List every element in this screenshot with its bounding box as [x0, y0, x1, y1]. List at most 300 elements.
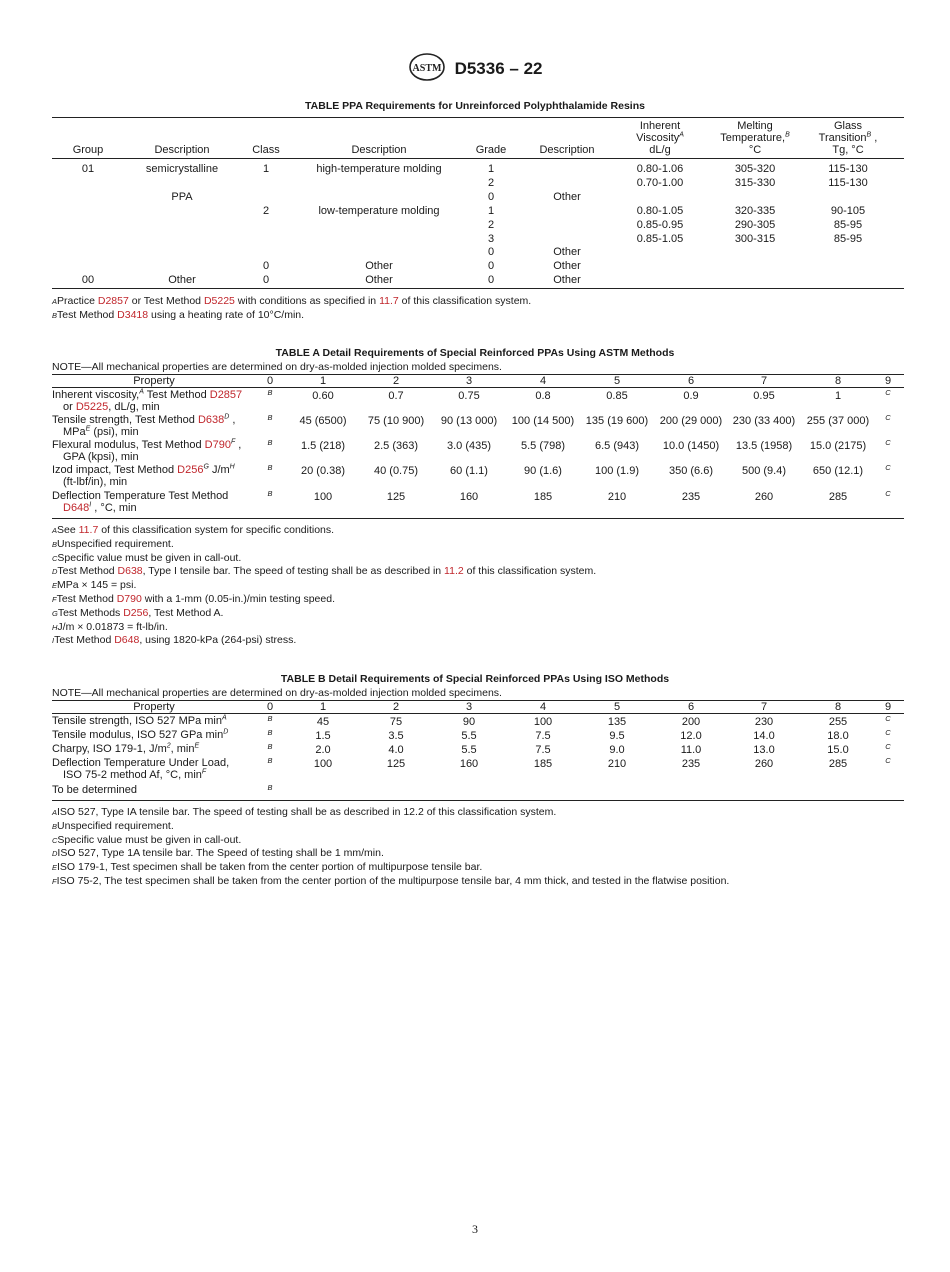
- table-a-cell-8: 1: [834, 390, 842, 402]
- footnote-mark: I: [52, 636, 55, 646]
- ppa-cell-cdesc: Other: [365, 274, 393, 287]
- text-fragment: MPa × 145 = psi.: [57, 579, 137, 592]
- ppa-cell-cls: 0: [262, 260, 270, 273]
- table-a-cell-1: 45 (6500): [299, 415, 347, 427]
- text-fragment: or: [63, 401, 76, 413]
- table-b-header-col-9: 9: [884, 701, 892, 713]
- table-a-note: NOTE—All mechanical properties are determined on dry-as-molded injection molded specimens.: [52, 361, 502, 373]
- text-fragment: ,: [235, 439, 242, 451]
- table-b-cell-1: 2.0: [315, 744, 331, 756]
- ppa-cell-grade: 2: [487, 218, 495, 231]
- footnote-ref: H: [229, 463, 235, 471]
- text-fragment: Tensile strength, ISO 527 MPa min: [52, 715, 222, 727]
- table-b-bottom-rule: [52, 800, 904, 801]
- table-b-cell-5: 9.5: [609, 730, 625, 742]
- table-a-cell-6: 350 (6.6): [668, 465, 714, 477]
- table-a-cell-3: 160: [459, 491, 479, 503]
- text-fragment: Tensile strength, Test Method: [52, 414, 198, 426]
- table-b-header-rule: [52, 713, 904, 714]
- ppa-cell-mt: 305-320: [734, 163, 776, 175]
- footnote-mark: B: [52, 821, 58, 831]
- table-a-cell-1: 20 (0.38): [300, 465, 346, 477]
- footnote-mark: C: [52, 835, 58, 845]
- text-fragment: ISO 527, Type 1A tensile bar. The Speed of testing shall be 1 mm/min.: [57, 847, 384, 860]
- footnote-mark: F: [52, 595, 57, 604]
- table-b-cell-3: 5.5: [461, 730, 477, 742]
- table-a-cell-9: C: [885, 463, 891, 472]
- footnote-mark: A: [52, 526, 58, 535]
- ppa-cell-cls: 0: [262, 274, 270, 287]
- table-b-cell-0: B: [267, 714, 273, 723]
- table-b-cell-7: 260: [754, 758, 774, 770]
- footnote-mark: A: [52, 808, 58, 817]
- table-b-header-property: Property: [133, 701, 175, 713]
- astm-logo-icon: [408, 52, 446, 85]
- table-a-cell-6: 200 (29 000): [659, 415, 723, 427]
- ppa-header-class: Class: [252, 144, 280, 156]
- table-b-cell-2: 3.5: [388, 730, 404, 742]
- ppa-header-iv-3: dL/g: [649, 144, 671, 156]
- link-d790[interactable]: D790: [204, 439, 231, 451]
- text-fragment: J/m × 0.01873 = ft-lb/in.: [57, 620, 168, 633]
- ppa-header-grade: Grade: [475, 144, 507, 156]
- table-b-header-col-6: 6: [687, 701, 695, 713]
- table-a-header-col-1: 1: [319, 375, 327, 387]
- table-b-cell-6: 11.0: [680, 744, 702, 756]
- text-fragment: Test Method: [54, 634, 115, 647]
- table-b-cell-5: 210: [607, 758, 627, 770]
- text-fragment: , dL/g, min: [108, 401, 160, 413]
- table-a-footnote-i: [52, 634, 296, 647]
- table-a-cell-3: 90 (13 000): [440, 415, 498, 427]
- link-d638[interactable]: D638: [117, 565, 143, 578]
- link-d790[interactable]: D790: [116, 593, 142, 605]
- table-a-header-property: Property: [133, 375, 175, 387]
- table-b-cell-1: 1.5: [315, 730, 331, 742]
- text-fragment: , °C, min: [91, 502, 137, 514]
- text-fragment: Flexural modulus, Test Method: [52, 439, 205, 451]
- table-a-cell-9: C: [885, 438, 891, 447]
- ppa-cell-desc: PPA: [171, 190, 193, 203]
- footnote-ref: I: [89, 501, 92, 509]
- table-a-cell-5: 210: [607, 491, 627, 503]
- ppa-header-mt-1: Melting: [737, 120, 773, 132]
- table-a-property-line1: [52, 414, 235, 426]
- footnote-mark: G: [52, 608, 58, 618]
- ppa-cell-gdesc: Other: [553, 190, 581, 203]
- table-b-cell-1: 45: [316, 716, 330, 728]
- footnote-mark: C: [52, 553, 58, 563]
- footnote-mark: D: [52, 849, 58, 859]
- table-b-cell-6: 235: [681, 758, 701, 770]
- table-a-footnote-a: [52, 524, 334, 537]
- astm-logo-text: ASTM: [412, 63, 441, 74]
- ppa-cell-gt: 85-95: [833, 232, 863, 245]
- link-d256[interactable]: D256: [123, 606, 149, 619]
- table-a-footnote-g: [52, 607, 223, 620]
- ppa-header-gt-1: Glass: [833, 120, 863, 132]
- ppa-cell-gt: 115-130: [828, 176, 868, 189]
- ppa-cell-gdesc: Other: [553, 246, 581, 259]
- ppa-cell-gdesc: Other: [553, 260, 581, 273]
- table-b-header-col-3: 3: [465, 701, 473, 713]
- text-fragment: , using 1820-kPa (264-psi) stress.: [139, 634, 297, 647]
- ppa-cell-cdesc: Other: [365, 260, 393, 273]
- table-b-header-col-2: 2: [392, 701, 400, 713]
- table-b-cell-6: 12.0: [680, 730, 702, 742]
- table-a-footnote-h: [52, 621, 168, 634]
- text-fragment: Charpy, ISO 179-1, J/m: [52, 743, 167, 755]
- table-b-cell-0: B: [267, 728, 273, 737]
- table-a-property-line2: [63, 502, 137, 514]
- ppa-cell-gt: 115-130: [828, 163, 868, 175]
- table-a-property-line1: [52, 439, 241, 451]
- footnote-ref: A: [221, 714, 227, 722]
- table-b-cell-9: C: [885, 742, 891, 751]
- table-a-cell-8: 650 (12.1): [812, 465, 864, 477]
- table-a-footnote-b: [52, 538, 174, 551]
- text-fragment: , Type I tensile bar. The speed of testing shall be as described in: [142, 565, 445, 578]
- footnote-ref: A: [139, 388, 144, 396]
- table-a-footnote-c: [52, 552, 241, 565]
- table-b-cell-9: C: [885, 756, 891, 765]
- table-a-cell-4: 0.8: [535, 390, 551, 402]
- text-fragment: , min: [170, 743, 195, 755]
- footnote-ref: E: [194, 742, 200, 750]
- table-a-cell-3: 3.0 (435): [446, 440, 492, 452]
- table-b-cell-9: C: [885, 728, 891, 737]
- table-a-cell-4: 90 (1.6): [524, 465, 562, 477]
- table-a-cell-2: 125: [386, 491, 406, 503]
- table-a-cell-5: 0.85: [606, 390, 628, 402]
- table-a-cell-2: 0.7: [388, 390, 404, 402]
- table-a-cell-5: 100 (1.9): [594, 465, 640, 477]
- link-d648[interactable]: D648: [114, 634, 140, 647]
- link-d5225[interactable]: D5225: [203, 295, 235, 307]
- ppa-cell-gdesc: Other: [553, 274, 581, 287]
- table-b-cell-2: 75: [389, 716, 403, 728]
- table-a-cell-9: C: [885, 388, 891, 397]
- link-d2857[interactable]: D2857: [209, 389, 243, 401]
- ppa-cell-iv: 0.85-0.95: [636, 218, 684, 231]
- table-b-property-line1: [52, 743, 199, 755]
- table-a-cell-4: 100 (14 500): [511, 415, 575, 427]
- link-d2857[interactable]: D2857: [97, 295, 129, 307]
- ppa-header-gt-2: Transition$^B$ ,: [818, 131, 878, 144]
- ppa-cell-grade: 2: [487, 176, 495, 189]
- ppa-cell-cdesc: high-temperature molding: [316, 163, 442, 175]
- table-b-cell-0: B: [267, 756, 273, 765]
- footnote-ref: F: [230, 438, 236, 446]
- table-b-cell-2: 4.0: [388, 744, 404, 756]
- table-a-cell-0: B: [267, 413, 273, 422]
- table-a-cell-2: 40 (0.75): [373, 465, 419, 477]
- table-ppa-bottom-rule: [52, 288, 904, 289]
- table-a-cell-0: B: [267, 489, 273, 498]
- ppa-cell-desc: semicrystalline: [145, 163, 219, 175]
- ppa-cell-gt: 90-105: [830, 204, 866, 217]
- table-b-cell-8: 285: [828, 758, 848, 770]
- text-fragment: To be determined: [52, 784, 137, 796]
- table-ppa-top-rule: [52, 117, 904, 118]
- ppa-cell-grade: 0: [487, 246, 495, 259]
- table-a-cell-7: 260: [754, 491, 774, 503]
- text-fragment: GPA (kpsi), min: [63, 451, 139, 463]
- table-a-header-col-2: 2: [392, 375, 400, 387]
- ppa-header-mt-2: Temperature,$^B$: [720, 131, 790, 144]
- table-b-note: NOTE—All mechanical properties are determined on dry-as-molded injection molded specimens.: [52, 687, 502, 699]
- text-fragment: Izod impact, Test Method: [52, 464, 178, 476]
- table-b-cell-0: B: [267, 742, 273, 751]
- table-b-cell-4: 100: [533, 716, 553, 728]
- text-fragment: Tensile modulus, ISO 527 GPa min: [52, 729, 224, 741]
- table-b-cell-5: 9.0: [609, 744, 625, 756]
- table-b-cell-7: 14.0: [753, 730, 775, 742]
- text-fragment: ISO 75-2, The test specimen shall be taken from the center portion of the multipurpose tensile bar, 4 mm thick, and tested in the flatwise position.: [56, 875, 730, 887]
- text-fragment: Deflection Temperature Under Load,: [52, 757, 230, 769]
- table-a-cell-9: C: [885, 413, 891, 422]
- table-b-property-line2: [63, 769, 206, 781]
- table-b-cell-4: 7.5: [535, 744, 551, 756]
- document-header: [0, 52, 950, 85]
- table-b-cell-8: 15.0: [827, 744, 849, 756]
- text-fragment: (psi), min: [90, 426, 139, 438]
- table-a-cell-4: 5.5 (798): [520, 440, 566, 452]
- text-fragment: J/m: [208, 464, 230, 476]
- table-b-cell-8: 18.0: [827, 730, 849, 742]
- table-b-cell-3: 160: [459, 758, 479, 770]
- text-fragment: Deflection Temperature Test Method: [52, 490, 229, 502]
- table-b-header-col-5: 5: [613, 701, 621, 713]
- table-a-cell-0: B: [267, 388, 273, 397]
- ppa-header-grade-description: Description: [539, 144, 595, 156]
- table-a-cell-9: C: [885, 489, 891, 498]
- table-a-cell-5: 6.5 (943): [594, 440, 640, 452]
- table-b-footnote-c: [52, 834, 241, 847]
- superscript: 2: [166, 742, 171, 750]
- table-a-header-col-4: 4: [539, 375, 547, 387]
- link-section-11-7[interactable]: 11.7: [379, 295, 399, 307]
- ppa-cell-grade: 0: [487, 190, 495, 203]
- text-fragment: (ft-lbf/in), min: [63, 476, 128, 488]
- table-b-footnote-e: [52, 861, 482, 874]
- table-a-top-rule: [52, 374, 904, 375]
- table-a-footnote-f: [52, 593, 335, 606]
- text-fragment: of this classification system.: [463, 565, 597, 578]
- text-fragment: Unspecified requirement.: [57, 537, 174, 550]
- table-a-cell-0: B: [267, 463, 273, 472]
- table-a-title: TABLE A Detail Requirements of Special Reinforced PPAs Using ASTM Methods: [275, 347, 675, 359]
- table-b-cell-2: 125: [386, 758, 406, 770]
- footnote-mark: D: [52, 567, 58, 577]
- table-ppa-title: TABLE PPA Requirements for Unreinforced Polyphthalamide Resins: [305, 100, 645, 112]
- table-b-cell-1: 100: [313, 758, 333, 770]
- table-b-cell-6: 200: [681, 716, 701, 728]
- text-fragment: Test Method: [57, 565, 118, 578]
- ppa-cell-mt: 315-330: [734, 176, 776, 189]
- text-fragment: Test Method: [143, 389, 210, 401]
- footnote-mark: H: [52, 622, 58, 632]
- page-number: 3: [472, 1222, 478, 1236]
- table-b-property-line1: [52, 757, 229, 769]
- table-a-cell-5: 135 (19 600): [585, 415, 649, 427]
- table-b-header-col-0: 0: [266, 701, 274, 713]
- ppa-header-class-description: Description: [351, 144, 407, 156]
- table-a-cell-6: 0.9: [683, 390, 699, 402]
- link-d5225[interactable]: D5225: [75, 401, 109, 413]
- ppa-header-iv-2: Viscosity$^A$: [636, 131, 684, 144]
- text-fragment: Inherent viscosity,: [52, 389, 140, 401]
- text-fragment: ,: [229, 414, 236, 426]
- table-a-property-line2: [63, 451, 139, 463]
- table-b-cell-4: 185: [533, 758, 553, 770]
- text-fragment: Test Methods: [57, 606, 124, 619]
- ppa-cell-grade: 1: [487, 163, 495, 175]
- table-b-header-col-1: 1: [319, 701, 327, 713]
- text-fragment: Test Method: [56, 593, 117, 605]
- table-b-property-line1: [52, 784, 137, 796]
- footnote-mark: E: [52, 863, 58, 873]
- text-fragment: of this classification system for specific conditions.: [98, 524, 335, 536]
- ppa-header-description: Description: [154, 144, 210, 156]
- text-fragment: Specific value must be given in call-out.: [57, 833, 242, 846]
- ppa-cell-iv: 0.80-1.05: [636, 204, 684, 217]
- table-b-cell-5: 135: [607, 716, 627, 728]
- table-a-header-col-8: 8: [834, 375, 842, 387]
- ppa-cell-grade: 3: [487, 232, 495, 245]
- table-a-cell-3: 0.75: [458, 390, 480, 402]
- link-d648[interactable]: D648: [63, 502, 90, 514]
- text-fragment: , Test Method A.: [148, 606, 224, 619]
- text-fragment: Specific value must be given in call-out.: [57, 551, 242, 564]
- table-b-footnote-b: [52, 820, 174, 833]
- table-a-header-col-7: 7: [760, 375, 768, 387]
- table-ppa-header-rule: [52, 158, 904, 159]
- table-a-cell-8: 255 (37 000): [806, 415, 870, 427]
- table-b-cell-4: 7.5: [535, 730, 551, 742]
- table-a-property-line2: [63, 426, 139, 438]
- table-a-header-rule: [52, 387, 904, 388]
- table-a-property-line2: [63, 401, 160, 413]
- table-a-cell-0: B: [267, 438, 273, 447]
- table-a-header-col-0: 0: [266, 375, 274, 387]
- ppa-header-group: Group: [72, 144, 104, 156]
- table-a-footnote-d: [52, 565, 596, 578]
- table-b-property-line1: [52, 715, 227, 727]
- table-b-title: TABLE B Detail Requirements of Special Reinforced PPAs Using ISO Methods: [280, 673, 670, 685]
- document-designation: D5336 – 22: [454, 58, 543, 78]
- table-b-header-col-4: 4: [539, 701, 547, 713]
- link-11-7[interactable]: 11.7: [78, 524, 99, 536]
- ppa-cell-mt: 300-315: [734, 232, 776, 245]
- text-fragment: ISO 179-1, Test specimen shall be taken from the center portion of multipurpose tensile bar.: [57, 861, 483, 874]
- ppa-cell-mt: 290-305: [734, 218, 776, 231]
- ppa-header-iv-1: Inherent: [639, 120, 681, 132]
- table-b-cell-9: C: [885, 714, 891, 723]
- table-a-cell-6: 10.0 (1450): [662, 440, 720, 452]
- table-a-cell-7: 0.95: [753, 390, 775, 402]
- table-a-property-line2: [63, 476, 127, 488]
- table-a-cell-7: 500 (9.4): [741, 465, 787, 477]
- text-fragment: ISO 75-2 method Af, °C, min: [63, 769, 202, 781]
- ppa-cell-cls: 1: [262, 163, 270, 175]
- text-fragment: MPa: [63, 426, 86, 438]
- table-b-header-col-8: 8: [834, 701, 842, 713]
- footnote-mark: B: [52, 539, 58, 549]
- ppa-cell-iv: 0.80-1.06: [636, 163, 684, 175]
- footnote-mark: E: [52, 581, 58, 591]
- table-b-footnote-d: [52, 847, 384, 860]
- ppa-cell-gt: 85-95: [833, 218, 863, 231]
- table-b-cell-3: 90: [462, 716, 476, 728]
- table-a-cell-8: 285: [828, 491, 848, 503]
- table-a-footnote-e: [52, 579, 136, 592]
- ppa-cell-iv: 0.85-1.05: [636, 232, 684, 245]
- table-a-header-col-6: 6: [687, 375, 695, 387]
- table-a-bottom-rule: [52, 518, 904, 519]
- table-a-property-line1: [52, 464, 235, 476]
- table-a-cell-8: 15.0 (2175): [809, 440, 867, 452]
- table-b-footnote-a: [52, 806, 556, 819]
- ppa-header-mt-3: °C: [748, 144, 762, 156]
- table-b-header-col-7: 7: [760, 701, 768, 713]
- footnote-mark: F: [52, 877, 57, 886]
- table-a-header-col-3: 3: [465, 375, 473, 387]
- table-a-cell-7: 13.5 (1958): [735, 440, 793, 452]
- table-a-cell-7: 230 (33 400): [732, 415, 796, 427]
- table-a-cell-1: 100: [313, 491, 333, 503]
- link-d256[interactable]: D256: [177, 464, 204, 476]
- text-fragment: ISO 527, Type IA tensile bar. The speed of testing shall be as described in 12.2 of this classification system.: [57, 806, 557, 818]
- table-a-cell-3: 60 (1.1): [450, 465, 488, 477]
- text-fragment: with a 1-mm (0.05-in.)/min testing speed.: [141, 593, 335, 605]
- table-b-footnote-f: [52, 875, 729, 888]
- link-section-11-2[interactable]: 11.2: [444, 565, 464, 578]
- ppa-cell-mt: 320-335: [734, 204, 776, 217]
- table-b-cell-7: 13.0: [753, 744, 775, 756]
- footnote-ref: F: [201, 768, 207, 776]
- table-a-property-line1: [52, 490, 228, 502]
- table-a-header-col-5: 5: [613, 375, 621, 387]
- ppa-footnote-b: BTest Method D3418 using a heating rate of 10°C/min.: [52, 309, 305, 321]
- ppa-header-gt-3: Tg, °C: [832, 144, 864, 156]
- ppa-cell-cls: 2: [262, 204, 270, 217]
- ppa-footnote-a: APractice D2857 or Test Method D5225 with conditions as specified in 11.7 of this classification system.: [52, 295, 532, 307]
- table-b-top-rule: [52, 700, 904, 701]
- footnote-ref: E: [85, 425, 91, 433]
- table-a-cell-2: 75 (10 900): [367, 415, 425, 427]
- table-a-cell-4: 185: [533, 491, 553, 503]
- table-a-property-line1: [52, 389, 242, 401]
- link-d3418[interactable]: D3418: [117, 309, 149, 321]
- ppa-cell-grade: 0: [487, 274, 495, 287]
- text-fragment: See: [57, 524, 79, 536]
- footnote-ref: D: [223, 728, 229, 736]
- ppa-cell-cdesc: low-temperature molding: [318, 204, 440, 217]
- link-d638[interactable]: D638: [197, 414, 225, 426]
- ppa-cell-group: 01: [81, 163, 95, 175]
- ppa-cell-grade: 0: [487, 260, 495, 273]
- table-b-property-line1: [52, 729, 228, 741]
- ppa-cell-grade: 1: [487, 204, 495, 217]
- table-a-cell-2: 2.5 (363): [373, 440, 419, 452]
- table-a-cell-1: 1.5 (218): [300, 440, 346, 452]
- ppa-cell-desc: Other: [168, 274, 196, 287]
- footnote-ref: D: [224, 413, 230, 421]
- table-a-cell-1: 0.60: [312, 390, 334, 402]
- footnote-ref: G: [203, 463, 209, 471]
- table-b-cell-7: 230: [754, 716, 774, 728]
